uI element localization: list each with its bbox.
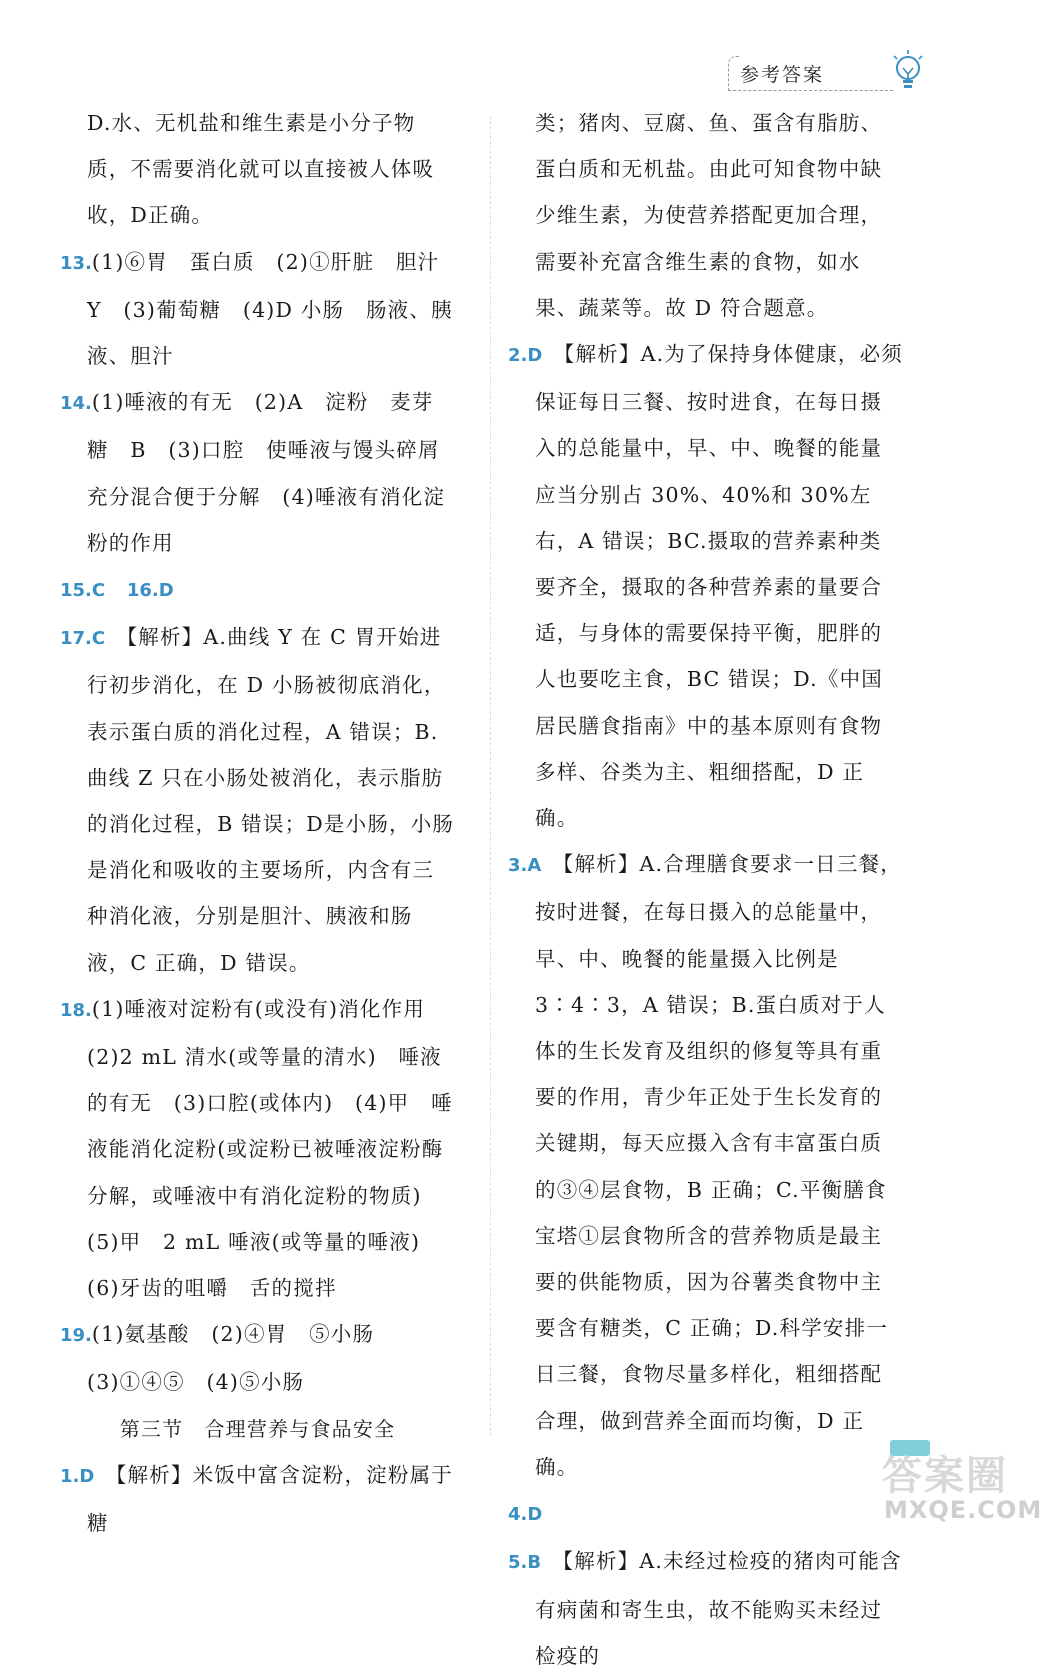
answer-text: (1)⑥胃 蛋白质 (2)①肝脏 胆汁 Y (3)葡萄糖 (4)D 小肠 肠液、胰液、胆汁 xyxy=(87,249,461,369)
watermark-text: 答案圈 xyxy=(882,1453,1008,1499)
answer-number: 5.B xyxy=(508,1552,542,1574)
answer-s5 xyxy=(508,1538,903,1679)
answer-number: 14. xyxy=(60,393,92,415)
answer-text: 【解析】A.为了保持身体健康，必须保证每日三餐、按时进食，在每日摄入的总能量中，早、中、晚餐的能量应当分别占 30%、40%和 30%左右，A 错误；BC.摄取的营养素种类要齐全，摄取的各种营养素的量要合适，与身体的需要保持平衡，肥胖的人也要吃主食，BC 错误；D.《中国居民膳食指南》中的基本原则有食物多样、谷类为主、粗细搭配，D 正确。 xyxy=(535,342,903,831)
answer-19-part: (3)①④⑤ (4)⑤小肠 xyxy=(87,1370,305,1395)
answer-15-16 xyxy=(60,566,455,614)
answer-17 xyxy=(60,614,455,986)
watermark-logo xyxy=(882,1440,1043,1530)
answer-18 xyxy=(60,986,455,1034)
header-title: 参考答案 xyxy=(740,64,825,86)
continued-answer: D.水、无机盐和维生素是小分子物质，不需要消化就可以直接被人体吸收，D正确。 xyxy=(87,111,435,228)
answer-text: (1)氨基酸 (2)④胃 ⑤小肠 xyxy=(91,1322,375,1347)
answer-18-part: (6)牙齿的咀嚼 舌的搅拌 xyxy=(87,1276,337,1301)
answer-number: 16.D xyxy=(126,580,174,602)
answer-text: 【解析】A.合理膳食要求一日三餐，按时进餐，在每日摄入的总能量中，早、中、晚餐的能量摄入比例是 3∶4∶3，A 错误；B.蛋白质对于人体的生长发育及组织的修复等具有重要的作用，青少年正处于生长发育的关键期，每天应摄入含有丰富蛋白质的③④层食物，B 正确；C.平衡膳食宝塔①层食物所含的营养物质是最主要的供能物质，因为谷薯类食物中主要含有糖类，C 正确；D.科学安排一日三餐，食物尽量多样化，粗细搭配合理，做到营养全面而均衡，D 正确。 xyxy=(535,852,902,1479)
answer-text: (1)唾液对淀粉有(或没有)消化作用 xyxy=(91,996,426,1021)
right-column xyxy=(508,100,903,1679)
answer-number: 13. xyxy=(60,252,92,274)
left-column xyxy=(60,100,461,1546)
lightbulb-icon xyxy=(888,48,928,94)
answer-s1 xyxy=(60,1452,455,1546)
answer-number: 1.D xyxy=(60,1465,95,1487)
answer-number: 15.C xyxy=(60,580,106,602)
answer-s2 xyxy=(508,331,903,841)
answer-text: 【解析】A.曲线 Y 在 C 胃开始进行初步消化，在 D 小肠被彻底消化，表示蛋白质的消化过程，A 错误；B.曲线 Z 只在小肠处被消化，表示脂肪的消化过程，B 错误；D是小肠，小肠是消化和吸收的主要场所，内含有三种消化液，分别是胆汁、胰液和肠液，C 正确，D 错误。 xyxy=(87,625,455,975)
header-bracket xyxy=(728,56,739,91)
answer-18-part: (2)2 mL 清水(或等量的清水) 唾液的有无 (3)口腔(或体内) (4)甲 唾液能消化淀粉(或淀粉已被唾液淀粉酶分解，或唾液中有消化淀粉的物质) xyxy=(87,1045,453,1208)
answer-number: 18. xyxy=(60,999,92,1021)
answer-s4 xyxy=(508,1490,903,1538)
answer-14 xyxy=(60,379,455,566)
answer-number: 19. xyxy=(60,1325,92,1347)
answer-number: 4.D xyxy=(508,1504,543,1526)
answer-number: 17.C xyxy=(60,628,106,650)
watermark-url: MXQE.COM xyxy=(884,1496,1043,1524)
answer-s3 xyxy=(508,841,903,1490)
continued-answer: 类；猪肉、豆腐、鱼、蛋含有脂肪、蛋白质和无机盐。由此可知食物中缺少维生素，为使营养搭配更加合理，需要补充富含维生素的食物，如水果、蔬菜等。故 D 符合题意。 xyxy=(535,111,883,320)
header-underline xyxy=(728,90,893,91)
page-header xyxy=(728,56,918,90)
answer-text: 【解析】A.未经过检疫的猪肉可能含有病菌和寄生虫，故不能购买未经过检疫的 xyxy=(535,1549,902,1668)
answer-number: 3.A xyxy=(508,855,542,877)
column-divider xyxy=(490,116,491,1436)
answer-text: 【解析】米饭中富含淀粉，淀粉属于糖 xyxy=(87,1462,453,1536)
answer-13 xyxy=(60,239,461,380)
answer-text: (1)唾液的有无 (2)A 淀粉 麦芽糖 B (3)口腔 使唾液与馒头碎屑充分混合便于分解 (4)唾液有消化淀粉的作用 xyxy=(87,390,446,555)
section-title: 第三节 合理营养与食品安全 xyxy=(119,1416,396,1441)
answer-18-part: (5)甲 2 mL 唾液(或等量的唾液) xyxy=(87,1229,421,1254)
answer-number: 2.D xyxy=(508,345,543,367)
answer-19 xyxy=(60,1311,455,1359)
